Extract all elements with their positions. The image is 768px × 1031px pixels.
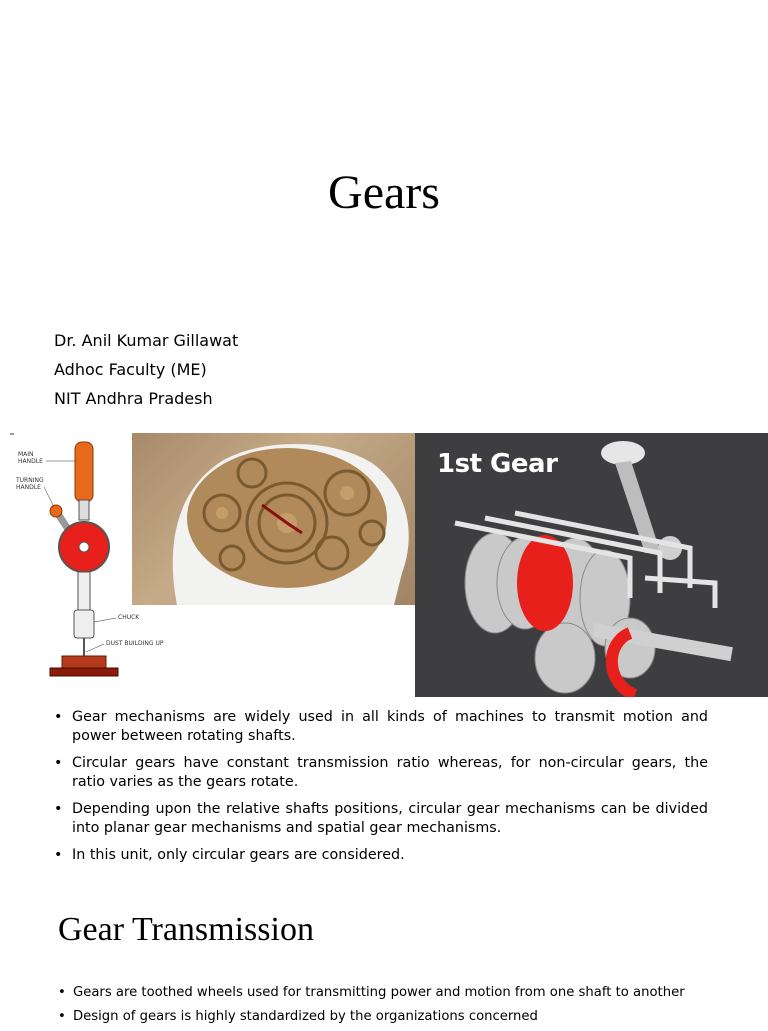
engaged-gear: [517, 535, 573, 631]
author-institution: NIT Andhra Pradesh: [54, 389, 213, 408]
drill-label-dust: DUST BUILDING UP: [106, 640, 164, 647]
drill-label-main: MAIN: [18, 451, 34, 458]
list-item: • Gear mechanisms are widely used in all kinds of machines to transmit motion and power between rotating shafts.: [54, 708, 708, 746]
brain-gears-image: [132, 433, 430, 605]
list-item: • Design of gears is highly standardized by the organizations concerned: [58, 1007, 758, 1026]
drill-label-handle: HANDLE: [18, 458, 43, 465]
list-item: • In this unit, only circular gears are considered.: [54, 846, 708, 865]
author-name: Dr. Anil Kumar Gillawat: [54, 331, 239, 350]
chuck: [74, 610, 94, 638]
list-item: • Depending upon the relative shafts positions, circular gear mechanisms can be divided into planar gear mechanisms and spatial gear mechanisms.: [54, 800, 708, 838]
list-item: • Gears are toothed wheels used for transmitting power and motion from one shaft to another: [58, 983, 758, 1002]
list-item: • Circular gears have constant transmission ratio whereas, for non-circular gears, the ratio varies as the gears rotate.: [54, 754, 708, 792]
turning-handle: [50, 505, 62, 517]
main-handle: [75, 442, 93, 502]
section-heading: Gear Transmission: [58, 911, 314, 948]
drill-label-chuck: CHUCK: [118, 614, 140, 621]
drill-label-turning: TURNING: [16, 477, 44, 484]
intro-bullet-list: [54, 708, 708, 873]
gearbox-label: 1st Gear: [437, 449, 558, 479]
first-gear-transmission-image: [415, 433, 768, 697]
drill-label-turning-handle: HANDLE: [16, 484, 41, 491]
author-position: Adhoc Faculty (ME): [54, 360, 207, 379]
slide-title: Gears: [328, 166, 440, 219]
